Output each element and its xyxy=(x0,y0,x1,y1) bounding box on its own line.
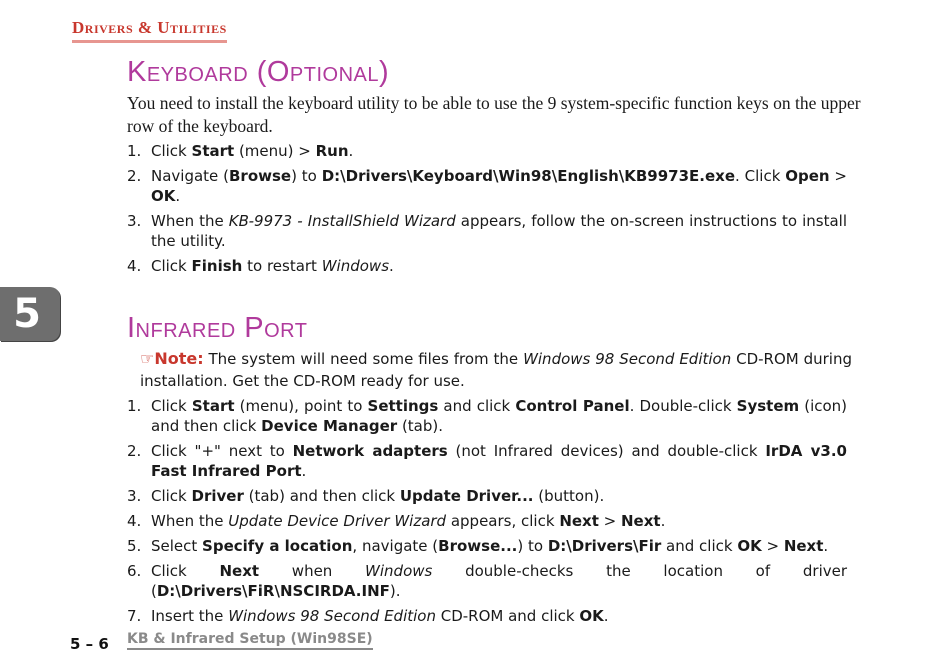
text-run: Click xyxy=(151,562,220,580)
text-run: (menu) > xyxy=(234,142,316,160)
text-run: . Click xyxy=(735,167,786,185)
bold-term: Browse... xyxy=(438,537,518,555)
text-run: Select xyxy=(151,537,203,555)
text-run: , navigate ( xyxy=(352,537,439,555)
note-text xyxy=(140,350,852,390)
step-item xyxy=(127,441,847,481)
step-number: 3. xyxy=(127,487,142,505)
text-run: (tab) and then click xyxy=(243,487,400,505)
keyboard-steps xyxy=(127,141,847,281)
text-run: . Double-click xyxy=(629,397,737,415)
text-run: appears, click xyxy=(446,512,560,530)
italic-term: Windows xyxy=(321,257,390,275)
bold-term: OK xyxy=(579,607,604,625)
text-run: The system will need some files from the xyxy=(203,350,524,368)
text-run: . xyxy=(660,512,666,530)
text-run: > xyxy=(598,512,621,530)
text-run: (button). xyxy=(533,487,605,505)
step-number: 1. xyxy=(127,397,142,415)
italic-term: Windows 98 Second Edition xyxy=(228,607,436,625)
text-run: > xyxy=(761,537,784,555)
text-run: CD-ROM and click xyxy=(435,607,580,625)
bold-term: D:\Drivers\FiR\NSCIRDA.INF xyxy=(156,582,390,600)
bold-term: Open xyxy=(785,167,830,185)
bold-term: Start xyxy=(191,397,235,415)
step-item xyxy=(127,396,847,436)
bold-term: Control Panel xyxy=(515,397,630,415)
keyboard-intro: You need to install the keyboard utility to be able to use the 9 system-specific function keys on the upper row of the keyboard. xyxy=(127,93,861,136)
step-item xyxy=(127,536,847,556)
chapter-number: 5 xyxy=(13,291,41,337)
bold-term: Start xyxy=(191,142,235,160)
bold-term: Update Driver... xyxy=(399,487,534,505)
text-run: (icon) and then click xyxy=(151,397,848,435)
text-run: Click xyxy=(151,397,192,415)
text-run: Insert the xyxy=(151,607,229,625)
page-number: 5 – 6 xyxy=(70,635,109,653)
text-run: Click xyxy=(151,257,192,275)
step-item xyxy=(127,561,847,601)
step-number: 7. xyxy=(127,607,142,625)
step-item xyxy=(127,486,847,506)
text-run: (tab). xyxy=(397,417,444,435)
keyboard-heading: Keyboard (Optional) xyxy=(127,56,390,88)
step-number: 4. xyxy=(127,257,142,275)
text-run: to restart xyxy=(242,257,322,275)
text-run: Click xyxy=(151,142,192,160)
text-run: When the xyxy=(151,212,229,230)
bold-term: Device Manager xyxy=(261,417,398,435)
text-run: ) to xyxy=(291,167,322,185)
italic-term: Windows 98 Second Edition xyxy=(523,350,732,368)
text-run: (not Infrared devices) and double-click xyxy=(447,442,766,460)
step-item xyxy=(127,511,847,531)
text-run: CD-ROM during installation. Get the CD-ROM ready for use. xyxy=(140,350,853,390)
text-run: . xyxy=(175,187,181,205)
infrared-heading: Infrared Port xyxy=(127,312,308,344)
text-run: Navigate ( xyxy=(151,167,229,185)
step-item xyxy=(127,211,847,251)
italic-term: KB-9973 - InstallShield Wizard xyxy=(228,212,456,230)
bold-term: Specify a location xyxy=(202,537,353,555)
text-run: ) to xyxy=(517,537,548,555)
bold-term: Finish xyxy=(191,257,243,275)
text-run: . xyxy=(823,537,829,555)
text-run: Click "+" next to xyxy=(151,442,293,460)
step-number: 4. xyxy=(127,512,142,530)
text-run: . xyxy=(603,607,609,625)
bold-term: Driver xyxy=(191,487,244,505)
bold-term: Network adapters xyxy=(292,442,448,460)
text-run: double-checks the location of driver ( xyxy=(151,562,848,600)
step-item xyxy=(127,166,847,206)
bold-term: Next xyxy=(219,562,260,580)
italic-term: Update Device Driver Wizard xyxy=(228,512,447,530)
text-run: Click xyxy=(151,487,192,505)
text-run: . xyxy=(389,257,394,275)
bold-term: Next xyxy=(559,512,599,530)
footer-section-label: KB & Infrared Setup (Win98SE) xyxy=(127,631,373,650)
bold-term: OK xyxy=(151,187,176,205)
bold-term: Next xyxy=(783,537,824,555)
bold-term: Browse xyxy=(228,167,292,185)
step-number: 6. xyxy=(127,562,142,580)
text-run: . xyxy=(301,462,307,480)
bold-term: IrDA v3.0 Fast Infrared Port xyxy=(151,442,847,480)
step-item xyxy=(127,256,847,276)
text-run: ). xyxy=(389,582,401,600)
note-pointer-icon: ☞ xyxy=(140,349,155,368)
bold-term: D:\Drivers\Keyboard\Win98\English\KB9973E.exe xyxy=(321,167,736,185)
text-run: . xyxy=(348,142,354,160)
text-run: (menu), point to xyxy=(234,397,368,415)
text-run: and click xyxy=(661,537,738,555)
step-number: 3. xyxy=(127,212,142,230)
section-header: Drivers & Utilities xyxy=(72,18,227,43)
chapter-tab xyxy=(0,287,60,341)
step-number: 1. xyxy=(127,142,142,160)
bold-term: Run xyxy=(315,142,349,160)
text-run: and click xyxy=(438,397,516,415)
infrared-steps xyxy=(127,396,847,631)
bold-term: Settings xyxy=(367,397,439,415)
note-label: Note: xyxy=(154,349,204,368)
bold-term: D:\Drivers\Fir xyxy=(547,537,662,555)
bold-term: Next xyxy=(621,512,661,530)
step-item xyxy=(127,141,847,161)
infrared-note xyxy=(140,348,852,392)
text-run: when xyxy=(259,562,366,580)
italic-term: Windows xyxy=(365,562,433,580)
text-run: > xyxy=(829,167,847,185)
bold-term: System xyxy=(736,397,800,415)
step-number: 2. xyxy=(127,442,142,460)
step-number: 2. xyxy=(127,167,142,185)
text-run: When the xyxy=(151,512,229,530)
text-run: appears, follow the on-screen instructions to install the utility. xyxy=(151,212,847,250)
step-item xyxy=(127,606,847,626)
step-number: 5. xyxy=(127,537,142,555)
bold-term: OK xyxy=(737,537,762,555)
